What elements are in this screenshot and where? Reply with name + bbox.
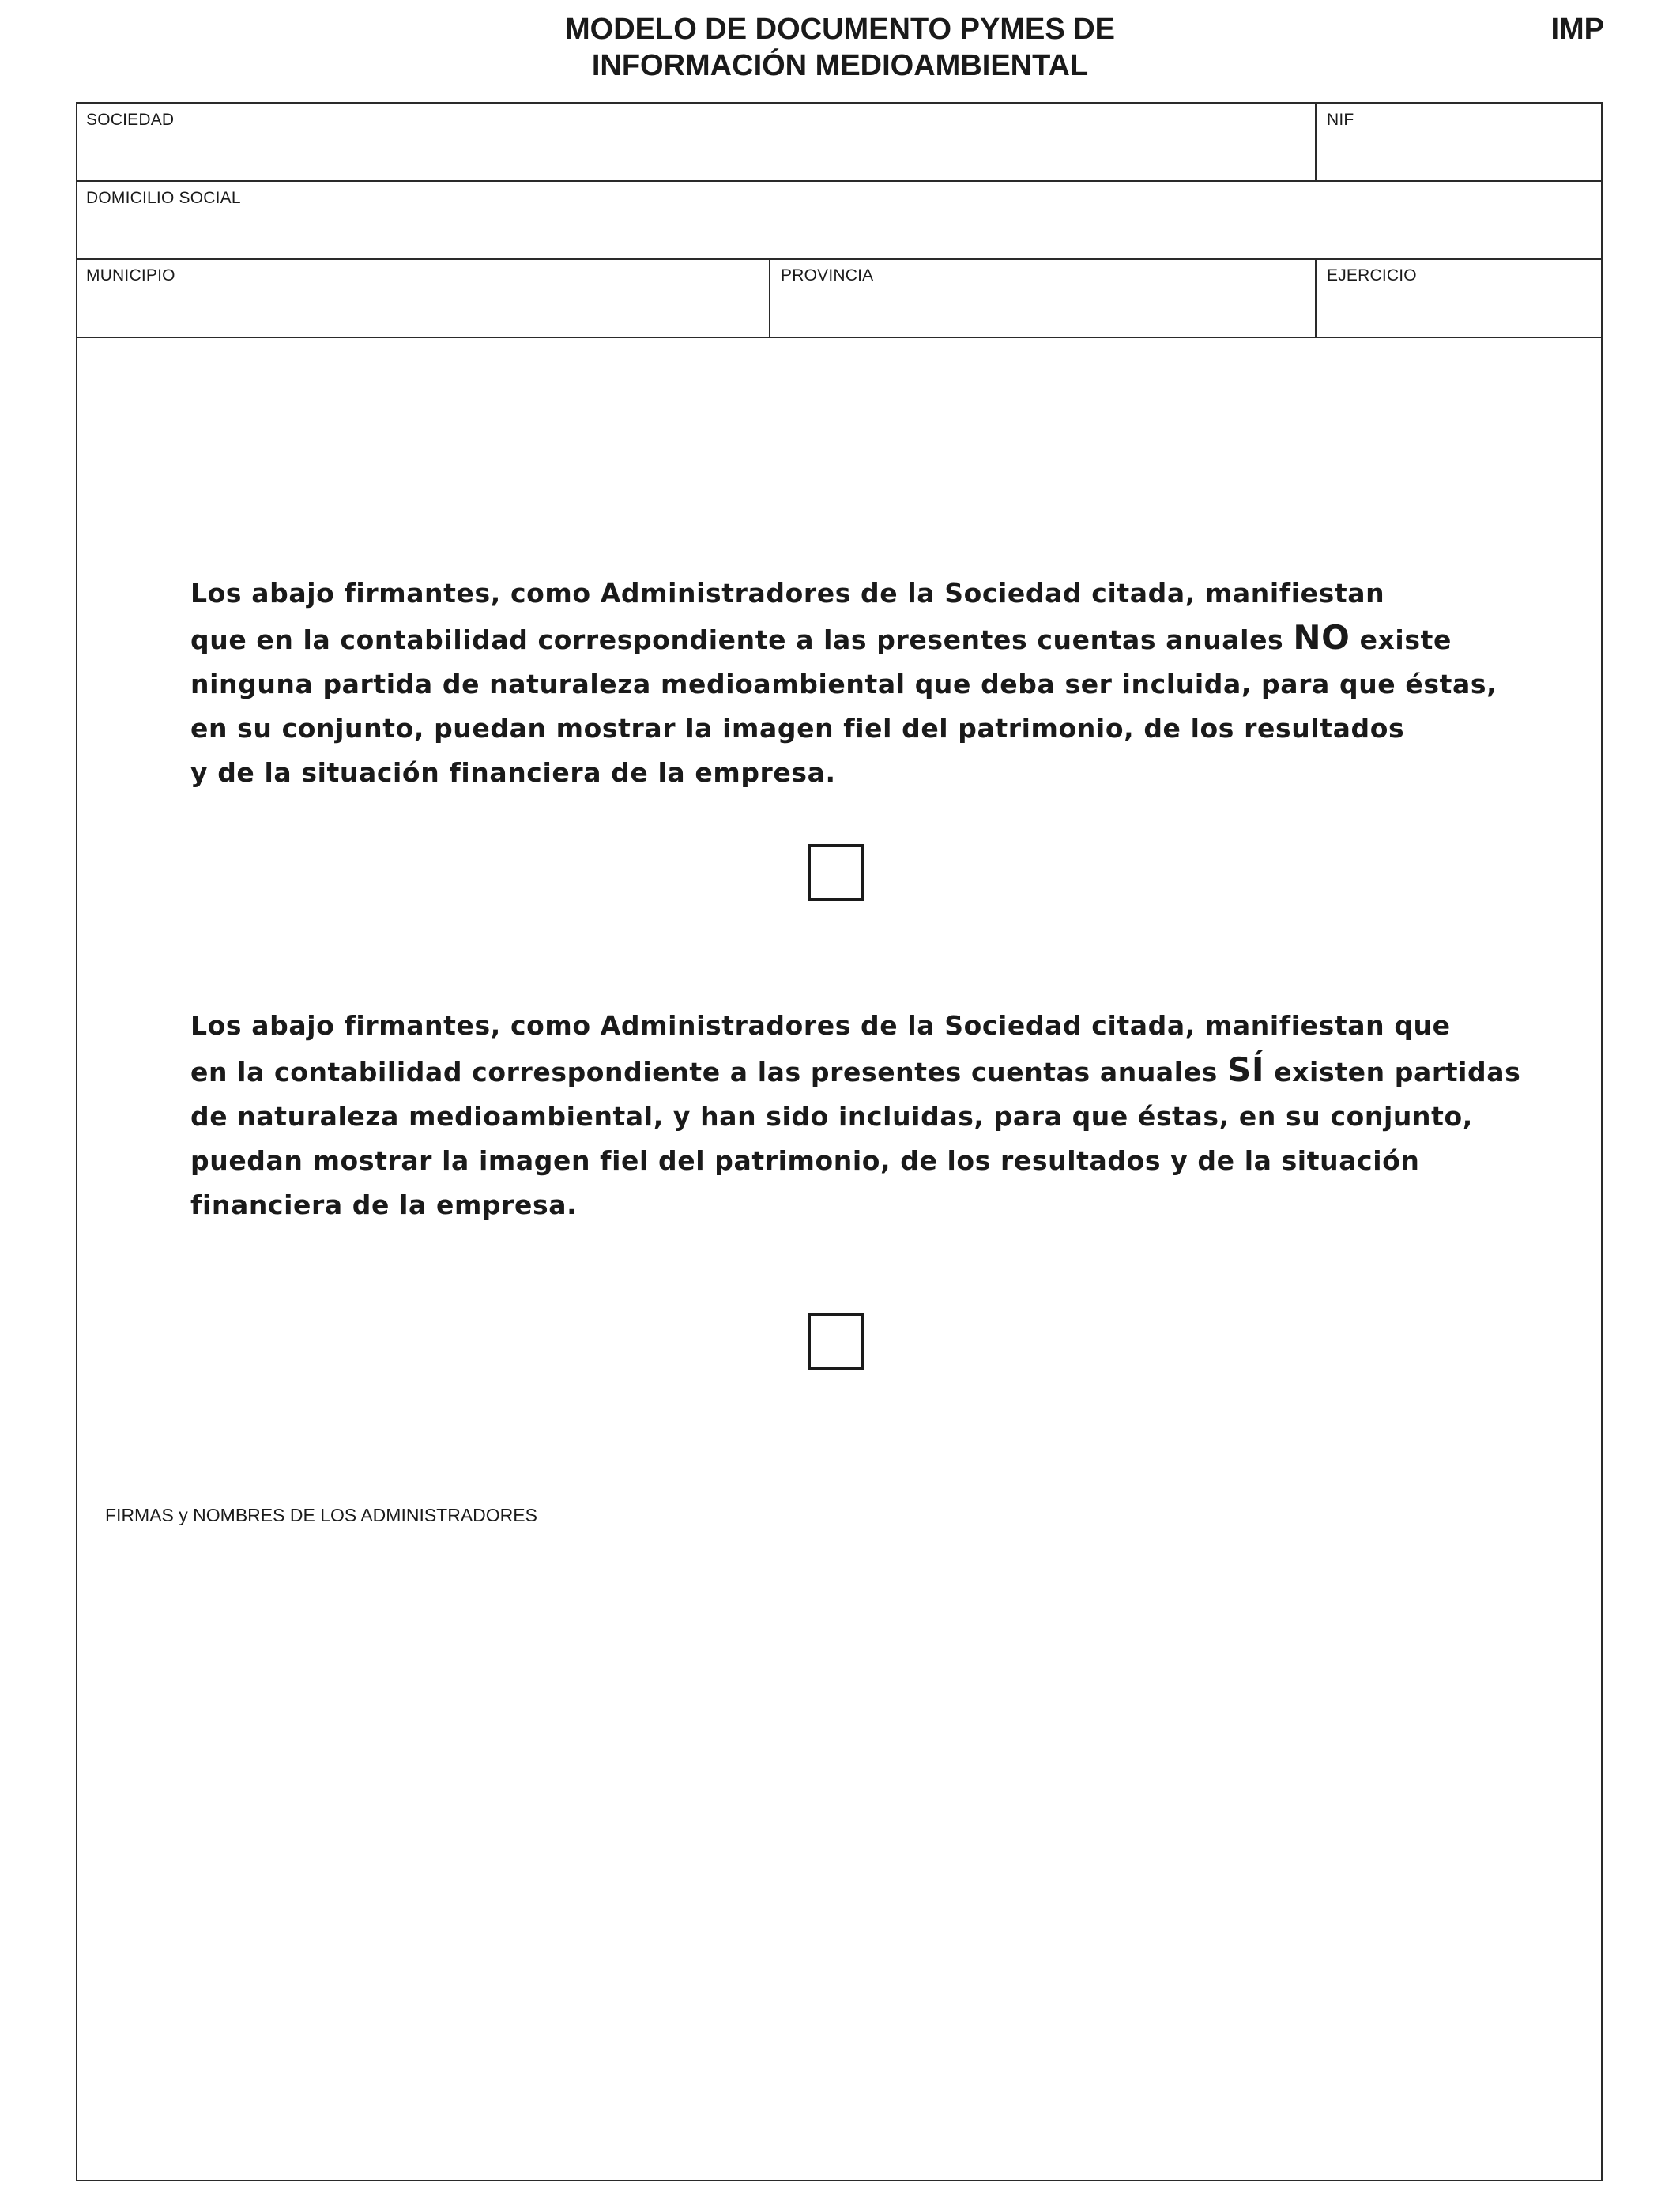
statement-si	[190, 1004, 1581, 1227]
form-code: IMP	[1550, 13, 1604, 46]
statement-si-line-1: Los abajo firmantes, como Administradores de la Sociedad citada, manifiestan que	[190, 1010, 1451, 1041]
form-title-line-2: INFORMACIÓN MEDIOAMBIENTAL	[591, 49, 1089, 82]
form-title	[0, 11, 1680, 84]
statement-si-keyword: SÍ	[1227, 1050, 1265, 1089]
ejercicio-field[interactable]	[1318, 260, 1601, 336]
statement-no-line-2-end: existe	[1359, 624, 1452, 655]
municipio-label: MUNICIPIO	[86, 266, 175, 285]
domicilio-label: DOMICILIO SOCIAL	[86, 189, 241, 207]
domicilio-field[interactable]	[79, 182, 1601, 258]
divider-nif	[1315, 102, 1317, 181]
checkbox-si[interactable]	[808, 1313, 864, 1370]
ejercicio-label: EJERCICIO	[1327, 266, 1417, 285]
statement-si-line-2-end: existen partidas	[1274, 1057, 1521, 1088]
statement-no-line-3: ninguna partida de naturaleza medioambiental que deba ser incluida, para que éstas,	[190, 669, 1497, 699]
statement-si-line-2-text: en la contabilidad correspondiente a las presentes cuentas anuales	[190, 1057, 1218, 1088]
nif-field[interactable]	[1318, 104, 1601, 179]
statement-no-line-2	[190, 616, 1581, 662]
statement-no-line-1: Los abajo firmantes, como Administradores de la Sociedad citada, manifiestan	[190, 578, 1385, 609]
checkbox-no[interactable]	[808, 844, 864, 901]
statement-si-line-4: puedan mostrar la imagen fiel del patrimonio, de los resultados y de la situación	[190, 1145, 1420, 1176]
statement-no-line-2-text: que en la contabilidad correspondiente a las presentes cuentas anuales	[190, 624, 1284, 655]
statement-no-line-4: en su conjunto, puedan mostrar la imagen fiel del patrimonio, de los resultados	[190, 713, 1405, 744]
statement-no	[190, 571, 1581, 795]
divider-provincia	[769, 258, 770, 337]
nif-label: NIF	[1327, 111, 1354, 129]
statement-si-line-2	[190, 1048, 1581, 1095]
statement-no-keyword: NO	[1293, 618, 1350, 657]
statement-si-line-5: financiera de la empresa.	[190, 1189, 578, 1220]
provincia-label: PROVINCIA	[781, 266, 874, 285]
statement-no-line-5: y de la situación financiera de la empresa.	[190, 757, 836, 788]
form-title-line-1: MODELO DE DOCUMENTO PYMES DE	[564, 13, 1116, 46]
divider-row-3	[76, 337, 1603, 338]
signature-area[interactable]	[95, 1541, 1580, 2166]
sociedad-label: SOCIEDAD	[86, 111, 175, 129]
sociedad-field[interactable]	[79, 104, 1313, 179]
provincia-field[interactable]	[772, 260, 1313, 336]
divider-ejercicio	[1315, 258, 1317, 337]
signatures-label: FIRMAS y NOMBRES DE LOS ADMINISTRADORES	[105, 1505, 537, 1525]
statement-si-line-3: de naturaleza medioambiental, y han sido incluidas, para que éstas, en su conjunto,	[190, 1101, 1473, 1132]
municipio-field[interactable]	[79, 260, 767, 336]
